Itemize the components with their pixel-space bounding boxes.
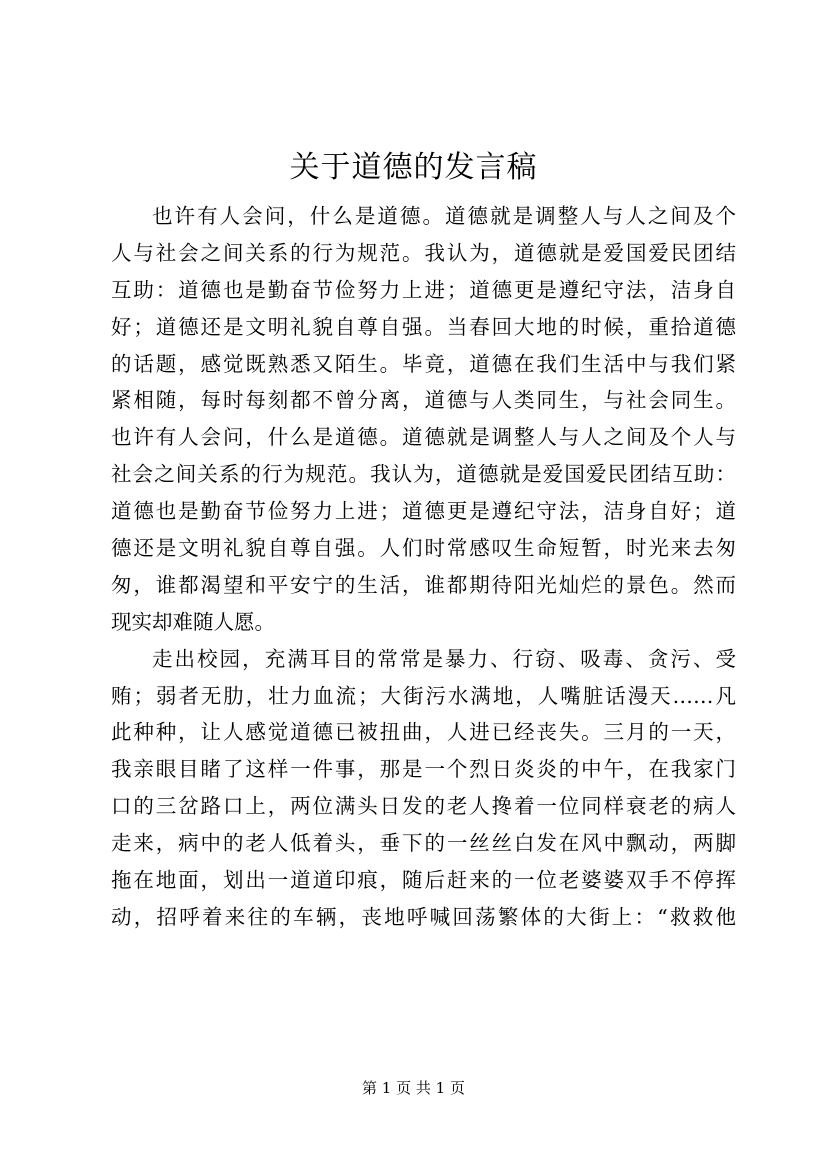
text-line: 好；道德还是文明礼貌自尊自强。当春回大地的时候，重拾道德 (111, 314, 736, 339)
text-line: 也许有人会问，什么是道德。道德就是调整人与人之间及个人与 (111, 425, 736, 450)
text-line: 动，招呼着来往的车辆，丧地呼喊回荡繁体的大街上：“救救他 (111, 904, 736, 929)
text-line: 德还是文明礼貌自尊自强。人们时常感叹生命短暂，时光来去匆 (111, 536, 736, 561)
text-line: 匆，谁都渴望和平安宁的生活，谁都期待阳光灿烂的景色。然而 (111, 572, 736, 597)
page-footer: 第 1 页 共 1 页 (362, 1079, 465, 1097)
text-line: 道德也是勤奋节俭努力上进；道德更是遵纪守法，洁身自好；道 (111, 499, 736, 524)
text-line: 的话题，感觉既熟悉又陌生。毕竟，道德在我们生活中与我们紧 (111, 351, 736, 376)
text-line: 走来，病中的老人低着头，垂下的一丝丝白发在风中飘动，两脚 (111, 831, 736, 856)
text-line: 走出校园，充满耳目的常常是暴力、行窃、吸毒、贪污、受 (152, 646, 736, 671)
text-line: 社会之间关系的行为规范。我认为，道德就是爱国爱民团结互助： (111, 462, 736, 487)
document-title: 关于道德的发言稿 (289, 150, 538, 185)
text-line: 我亲眼目睹了这样一件事，那是一个烈日炎炎的中午，在我家门 (111, 757, 736, 782)
text-line: 互助：道德也是勤奋节俭努力上进；道德更是遵纪守法，洁身自 (111, 277, 736, 302)
text-line: 也许有人会问，什么是道德。道德就是调整人与人之间及个 (152, 204, 736, 228)
text-line: 口的三岔路口上，两位满头日发的老人搀着一位同样衰老的病人 (111, 794, 736, 819)
text-line: 贿；弱者无肋，壮力血流；大街污水满地，人嘴脏话漫天……凡 (111, 683, 736, 708)
text-line: 紧相随，每时每刻都不曾分离，道德与人类同生，与社会同生。 (111, 388, 736, 413)
text-line: 人与社会之间关系的行为规范。我认为，道德就是爱国爱民团结 (111, 240, 736, 265)
document-body (111, 198, 736, 936)
text-line: 此种种，让人感觉道德已被扭曲，人进已经丧失。三月的一天， (111, 720, 736, 745)
text-line: 现实却难随人愿。 (111, 609, 275, 634)
text-line: 拖在地面，划出一道道印痕，随后赶来的一位老婆婆双手不停挥 (111, 868, 736, 893)
